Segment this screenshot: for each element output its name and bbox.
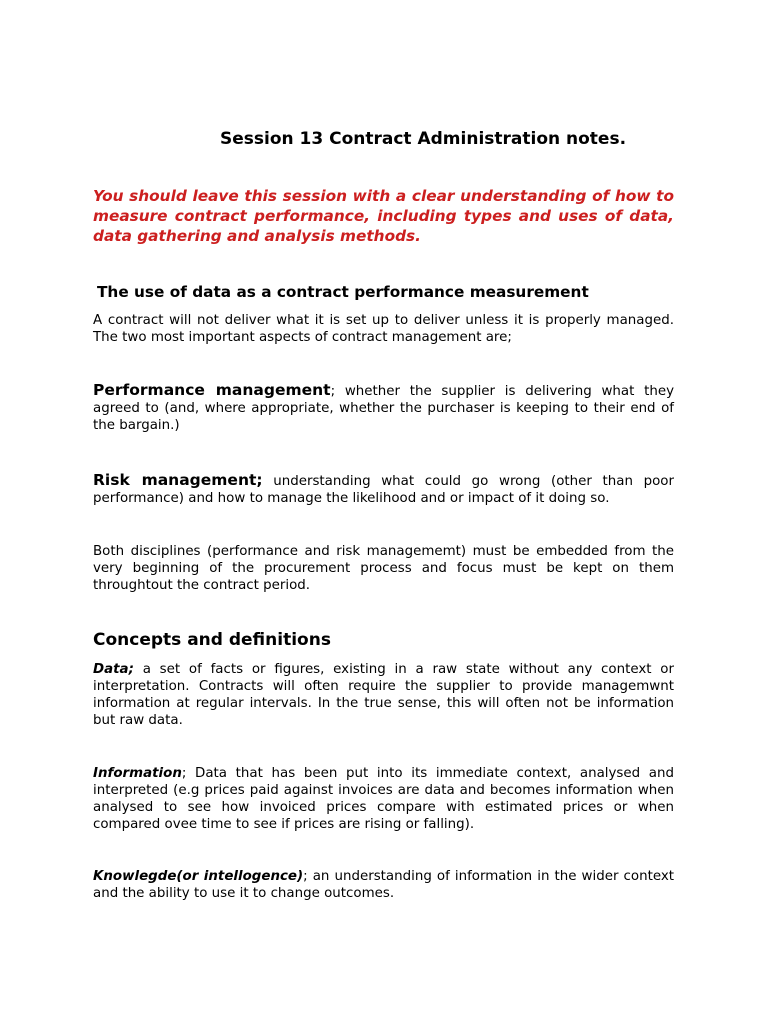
risk-management-term: Risk management;: [93, 471, 263, 489]
information-definition-text: ; Data that has been put into its immediate context, analysed and interpreted (e.g prices paid against invoices are data and becomes information when analysed to see how invoiced prices compare with estimated prices or when compared ovee time to see if prices are rising or falling).: [93, 766, 674, 832]
data-definition-term: Data;: [93, 662, 134, 677]
intro-paragraph: A contract will not deliver what it is set up to deliver unless it is properly managed. The two most important aspects of contract management are;: [93, 313, 674, 345]
concepts-heading: Concepts and definitions: [93, 630, 331, 650]
risk-management-text: understanding what could go wrong (other than poor performance) and how to manage the likelihood and or impact of it doing so.: [93, 474, 674, 506]
information-definition-term: Information: [93, 766, 182, 781]
knowledge-definition-text: ; an understanding of information in the wider context and the ability to use it to change outcomes.: [93, 869, 674, 901]
information-definition-paragraph: [93, 765, 674, 833]
risk-management-paragraph: [93, 472, 674, 507]
both-disciplines-paragraph: Both disciplines (performance and risk managememt) must be embedded from the very beginning of the procurement process and focus must be kept on them throughtout the contract period.: [93, 544, 674, 593]
data-definition-text: a set of facts or figures, existing in a raw state without any context or interpretation. Contracts will often require the supplier to provide managemwnt information at regular intervals. In the true sense, this will often not be information but raw data.: [93, 662, 674, 728]
performance-management-paragraph: [93, 382, 674, 434]
session-objective: You should leave this session with a clear understanding of how to measure contract performance, including types and uses of data, data gathering and analysis methods.: [93, 187, 674, 245]
data-definition-paragraph: [93, 661, 674, 729]
performance-management-term: Performance management: [93, 381, 331, 399]
knowledge-definition-paragraph: [93, 868, 674, 902]
performance-management-text: ; whether the supplier is delivering what they agreed to (and, where appropriate, whether the purchaser is keeping to their end of the bargain.): [93, 384, 674, 433]
document-title: Session 13 Contract Administration notes.: [220, 129, 627, 149]
section-heading: The use of data as a contract performance measurement: [97, 283, 589, 301]
knowledge-definition-term: Knowlegde(or intellogence): [93, 869, 304, 884]
